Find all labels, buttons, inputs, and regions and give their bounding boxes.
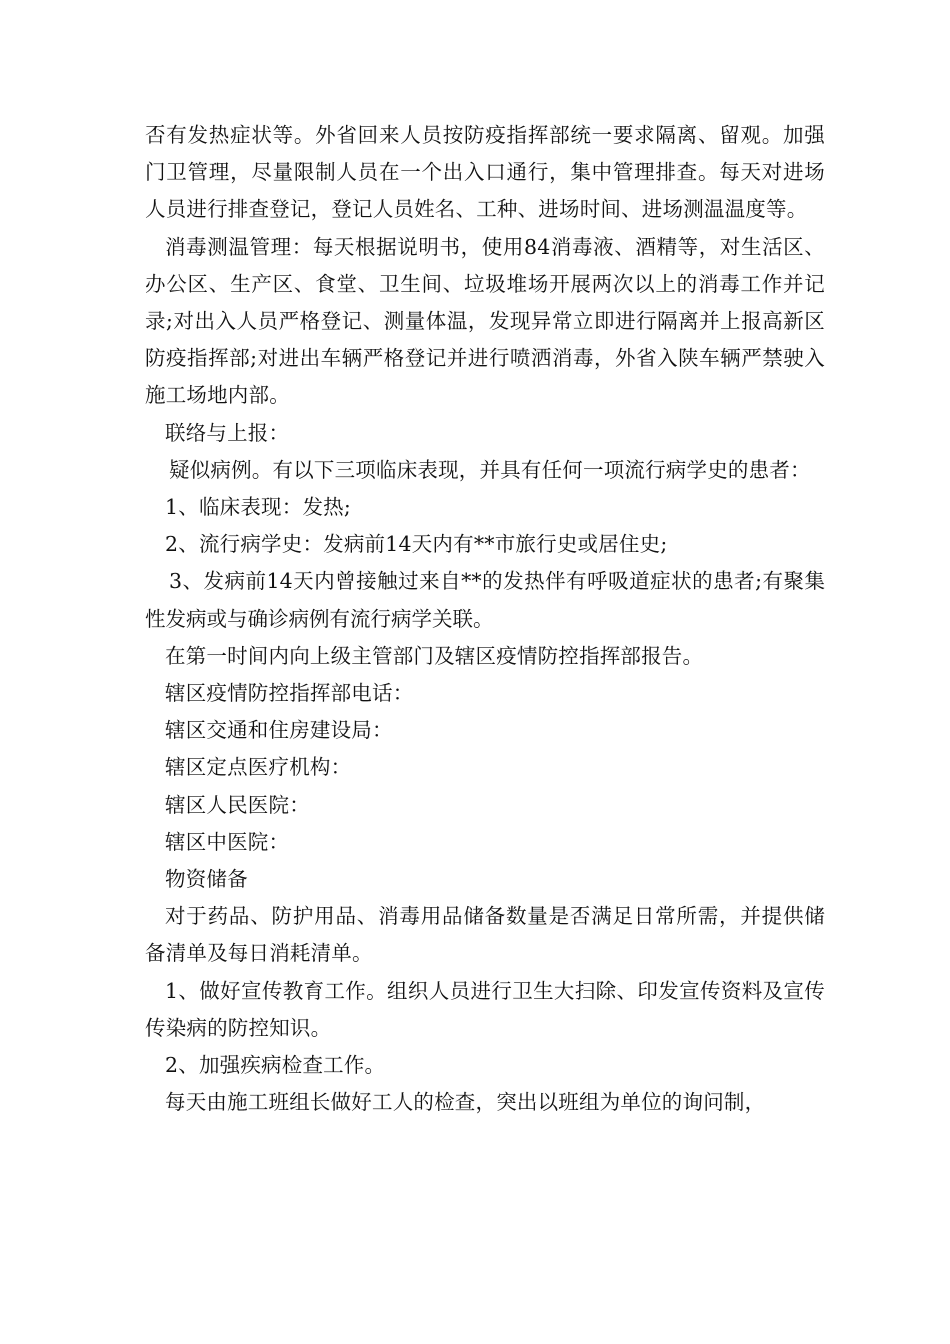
- list-item-contact-history: 3、发病前14天内曾接触过来自**的发热伴有呼吸道症状的患者;有聚集性发病或与确诊病例有流行病学关联。: [145, 569, 825, 631]
- paragraph-suspected-case: 疑似病例。有以下三项临床表现，并具有任何一项流行病学史的患者：: [169, 457, 811, 482]
- contact-line-transport-bureau: 辖区交通和住房建设局：: [165, 718, 393, 743]
- section-heading-supplies: 物资储备: [165, 867, 248, 892]
- document-body: [145, 117, 825, 1121]
- list-item-inspection: 2、加强疾病检查工作。: [165, 1053, 386, 1078]
- list-item-publicity: 1、做好宣传教育工作。组织人员进行卫生大扫除、印发宣传资料及宣传传染病的防控知识。: [145, 978, 825, 1040]
- list-item-clinical: 1、临床表现：发热;: [165, 495, 351, 520]
- contact-line-peoples-hospital: 辖区人民医院：: [165, 792, 310, 817]
- paragraph-supplies: 对于药品、防护用品、消毒用品储备数量是否满足日常所需，并提供储备清单及每日消耗清单。: [145, 904, 825, 966]
- contact-line-designated-hospital: 辖区定点医疗机构：: [165, 755, 352, 780]
- paragraph-disinfection: 消毒测温管理：每天根据说明书，使用84消毒液、酒精等，对生活区、办公区、生产区、食堂、卫生间、垃圾堆场开展两次以上的消毒工作并记录;对出入人员严格登记、测量体温，发现异常立即进行隔离并上报高新区防疫指挥部;对进出车辆严格登记并进行喷洒消毒，外省入陕车辆严禁驶入施工场地内部。: [145, 234, 825, 408]
- paragraph-contact-report-heading: 联络与上报：: [165, 420, 290, 445]
- paragraph-report-first-time: 在第一时间内向上级主管部门及辖区疫情防控指挥部报告。: [165, 643, 704, 668]
- contact-line-command-center: 辖区疫情防控指挥部电话：: [165, 681, 414, 706]
- list-item-epidemiology: 2、流行病学史：发病前14天内有**市旅行史或居住史;: [165, 532, 668, 557]
- paragraph-daily-check: 每天由施工班组长做好工人的检查，突出以班组为单位的询问制，: [165, 1090, 766, 1115]
- paragraph-entry-screening: 否有发热症状等。外省回来人员按防疫指挥部统一要求隔离、留观。加强门卫管理，尽量限制人员在一个出入口通行，集中管理排查。每天对进场人员进行排查登记，登记人员姓名、工种、进场时间、进场测温温度等。: [145, 123, 825, 222]
- contact-line-tcm-hospital: 辖区中医院：: [165, 829, 290, 854]
